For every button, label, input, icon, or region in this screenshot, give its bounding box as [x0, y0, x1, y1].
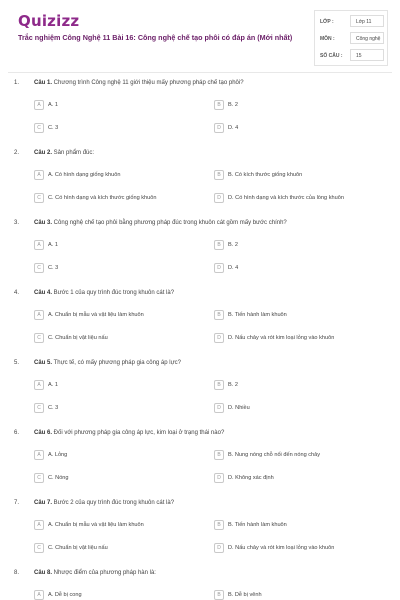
option-letter-box[interactable]: B: [214, 100, 224, 110]
answer-option-b[interactable]: [214, 100, 384, 112]
option-text: C. 3: [48, 124, 59, 131]
question-7: [0, 500, 400, 570]
question-label: Câu 4.: [34, 290, 53, 296]
option-text: A. Lỏng: [48, 451, 68, 458]
meta-label: SỐ CÂU :: [320, 53, 343, 59]
option-text: A. Có hình dạng giống khuôn: [48, 171, 121, 178]
option-text: C. Chuẩn bị vật liệu nấu: [48, 544, 108, 551]
question-label: Câu 2.: [34, 150, 53, 156]
option-text: B. Dễ bị vênh: [228, 591, 262, 598]
question-body: Bước 2 của quy trình đúc trong khuôn cát là?: [52, 500, 175, 506]
option-letter-box[interactable]: D: [214, 473, 224, 483]
option-letter-box[interactable]: A: [34, 520, 44, 530]
option-text: C. 3: [48, 404, 59, 411]
answer-option-a[interactable]: [34, 240, 204, 252]
answer-option-d[interactable]: [214, 333, 384, 345]
option-letter-box[interactable]: C: [34, 403, 44, 413]
meta-value: Công nghệ: [350, 32, 384, 44]
answer-option-b[interactable]: [214, 170, 384, 182]
answer-option-a[interactable]: [34, 380, 204, 392]
question-2: [0, 150, 400, 220]
question-body: Công nghệ chế tạo phôi bằng phương pháp đúc trong khuôn cát gồm mấy bước chính?: [52, 220, 287, 226]
worksheet-title: Trắc nghiệm Công Nghệ 11 Bài 16: Công nghệ chế tạo phôi có đáp án (Mới nhất): [18, 33, 293, 42]
answer-option-b[interactable]: [214, 450, 384, 462]
option-letter-box[interactable]: B: [214, 450, 224, 460]
question-text: [34, 360, 181, 366]
question-body: Chương trình Công nghệ 11 giới thiệu mấy phương pháp chế tạo phôi?: [52, 80, 244, 86]
answer-option-d[interactable]: [214, 543, 384, 555]
option-text: A. Dễ bị cong: [48, 591, 82, 598]
question-number: 2.: [14, 150, 20, 156]
answer-option-a[interactable]: [34, 170, 204, 182]
option-letter-box[interactable]: C: [34, 123, 44, 133]
option-text: D. Có hình dạng và kích thước của lòng khuôn: [228, 194, 344, 201]
meta-box: [314, 10, 388, 66]
option-text: D. Không xác định: [228, 474, 274, 481]
answer-option-c[interactable]: [34, 123, 204, 135]
option-letter-box[interactable]: C: [34, 333, 44, 343]
answer-option-c[interactable]: [34, 543, 204, 555]
question-label: Câu 6.: [34, 430, 53, 436]
answer-option-d[interactable]: [214, 263, 384, 275]
option-text: D. 4: [228, 124, 239, 131]
option-text: D. Nấu chảy và rót kim loại lỏng vào khuôn: [228, 544, 335, 551]
question-body: Bước 1 của quy trình đúc trong khuôn cát là?: [52, 290, 175, 296]
question-number: 3.: [14, 220, 20, 226]
question-6: [0, 430, 400, 500]
answer-option-b[interactable]: [214, 590, 384, 600]
option-text: A. Chuẩn bị mẫu và vật liệu làm khuôn: [48, 521, 144, 528]
question-body: Thực tế, có mấy phương pháp gia công áp lực?: [52, 360, 181, 366]
question-text: [34, 150, 94, 156]
option-text: A. 1: [48, 101, 58, 108]
question-label: Câu 1.: [34, 80, 53, 86]
answer-option-d[interactable]: [214, 403, 384, 415]
option-text: B. Tiến hành làm khuôn: [228, 521, 287, 528]
option-letter-box[interactable]: B: [214, 240, 224, 250]
answer-option-a[interactable]: [34, 590, 204, 600]
answer-option-a[interactable]: [34, 100, 204, 112]
answer-option-c[interactable]: [34, 263, 204, 275]
option-text: A. 1: [48, 381, 58, 388]
option-text: C. Nóng: [48, 474, 69, 481]
header-divider: [8, 72, 392, 73]
question-8: [0, 570, 400, 600]
question-1: [0, 80, 400, 150]
meta-value: 15: [350, 49, 384, 61]
option-text: B. 2: [228, 101, 238, 108]
option-letter-box[interactable]: D: [214, 403, 224, 413]
option-text: D. 4: [228, 264, 239, 271]
question-number: 1.: [14, 80, 20, 86]
answer-option-a[interactable]: [34, 310, 204, 322]
option-letter-box[interactable]: A: [34, 170, 44, 180]
option-letter-box[interactable]: D: [214, 123, 224, 133]
answer-option-b[interactable]: [214, 380, 384, 392]
option-letter-box[interactable]: A: [34, 240, 44, 250]
option-letter-box[interactable]: A: [34, 380, 44, 390]
question-body: Nhược điểm của phương pháp hàn là:: [52, 570, 156, 576]
question-text: [34, 220, 287, 226]
answer-option-a[interactable]: [34, 450, 204, 462]
question-4: [0, 290, 400, 360]
meta-label: MÔN :: [320, 36, 335, 42]
option-text: C. Chuẩn bị vật liệu nấu: [48, 334, 108, 341]
meta-value: Lớp 11: [350, 15, 384, 27]
answer-option-b[interactable]: [214, 310, 384, 322]
question-text: [34, 570, 156, 576]
option-letter-box[interactable]: B: [214, 310, 224, 320]
question-3: [0, 220, 400, 290]
option-letter-box[interactable]: C: [34, 543, 44, 553]
option-text: D. Nấu chảy và rót kim loại lỏng vào khuôn: [228, 334, 335, 341]
option-text: B. 2: [228, 381, 238, 388]
question-text: [34, 500, 174, 506]
option-letter-box[interactable]: C: [34, 473, 44, 483]
option-text: D. Nhiều: [228, 404, 250, 411]
question-text: [34, 430, 224, 436]
option-letter-box[interactable]: A: [34, 590, 44, 600]
option-letter-box[interactable]: A: [34, 450, 44, 460]
question-label: Câu 7.: [34, 500, 53, 506]
question-label: Câu 8.: [34, 570, 53, 576]
answer-option-d[interactable]: [214, 473, 384, 485]
option-text: B. Nung nóng chỗ nối đến nóng chảy: [228, 451, 321, 458]
option-text: A. 1: [48, 241, 58, 248]
option-text: C. 3: [48, 264, 59, 271]
option-letter-box[interactable]: A: [34, 310, 44, 320]
answer-option-d[interactable]: [214, 123, 384, 135]
answer-option-a[interactable]: [34, 520, 204, 532]
option-letter-box[interactable]: D: [214, 333, 224, 343]
question-number: 7.: [14, 500, 20, 506]
meta-row-count: [320, 49, 386, 65]
option-text: B. Có kích thước giống khuôn: [228, 171, 303, 178]
option-letter-box[interactable]: B: [214, 590, 224, 600]
option-text: B. Tiến hành làm khuôn: [228, 311, 287, 318]
option-text: B. 2: [228, 241, 238, 248]
answer-option-c[interactable]: [34, 473, 204, 485]
option-letter-box[interactable]: B: [214, 380, 224, 390]
question-number: 5.: [14, 360, 20, 366]
option-letter-box[interactable]: B: [214, 170, 224, 180]
quizizz-logo[interactable]: Quizizz: [18, 12, 80, 30]
answer-option-c[interactable]: [34, 403, 204, 415]
option-letter-box[interactable]: A: [34, 100, 44, 110]
meta-label: LỚP :: [320, 19, 334, 25]
option-letter-box[interactable]: C: [34, 193, 44, 203]
meta-row-class: [320, 15, 386, 31]
option-text: C. Có hình dạng và kích thước giống khuôn: [48, 194, 157, 201]
question-number: 4.: [14, 290, 20, 296]
option-letter-box[interactable]: B: [214, 520, 224, 530]
question-body: Đối với phương pháp gia công áp lực, kim loại ở trạng thái nào?: [52, 430, 225, 436]
question-label: Câu 3.: [34, 220, 53, 226]
question-number: 6.: [14, 430, 20, 436]
answer-option-c[interactable]: [34, 193, 204, 205]
answer-option-c[interactable]: [34, 333, 204, 345]
answer-option-b[interactable]: [214, 520, 384, 532]
question-body: Sản phẩm đúc:: [52, 150, 95, 156]
question-number: 8.: [14, 570, 20, 576]
option-letter-box[interactable]: D: [214, 193, 224, 203]
question-label: Câu 5.: [34, 360, 53, 366]
meta-row-subject: [320, 32, 386, 48]
question-5: [0, 360, 400, 430]
answer-option-d[interactable]: [214, 193, 384, 205]
option-letter-box[interactable]: C: [34, 263, 44, 273]
option-letter-box[interactable]: D: [214, 543, 224, 553]
answer-option-b[interactable]: [214, 240, 384, 252]
question-text: [34, 80, 244, 86]
worksheet-header: [0, 0, 400, 70]
question-text: [34, 290, 174, 296]
option-letter-box[interactable]: D: [214, 263, 224, 273]
option-text: A. Chuẩn bị mẫu và vật liệu làm khuôn: [48, 311, 144, 318]
